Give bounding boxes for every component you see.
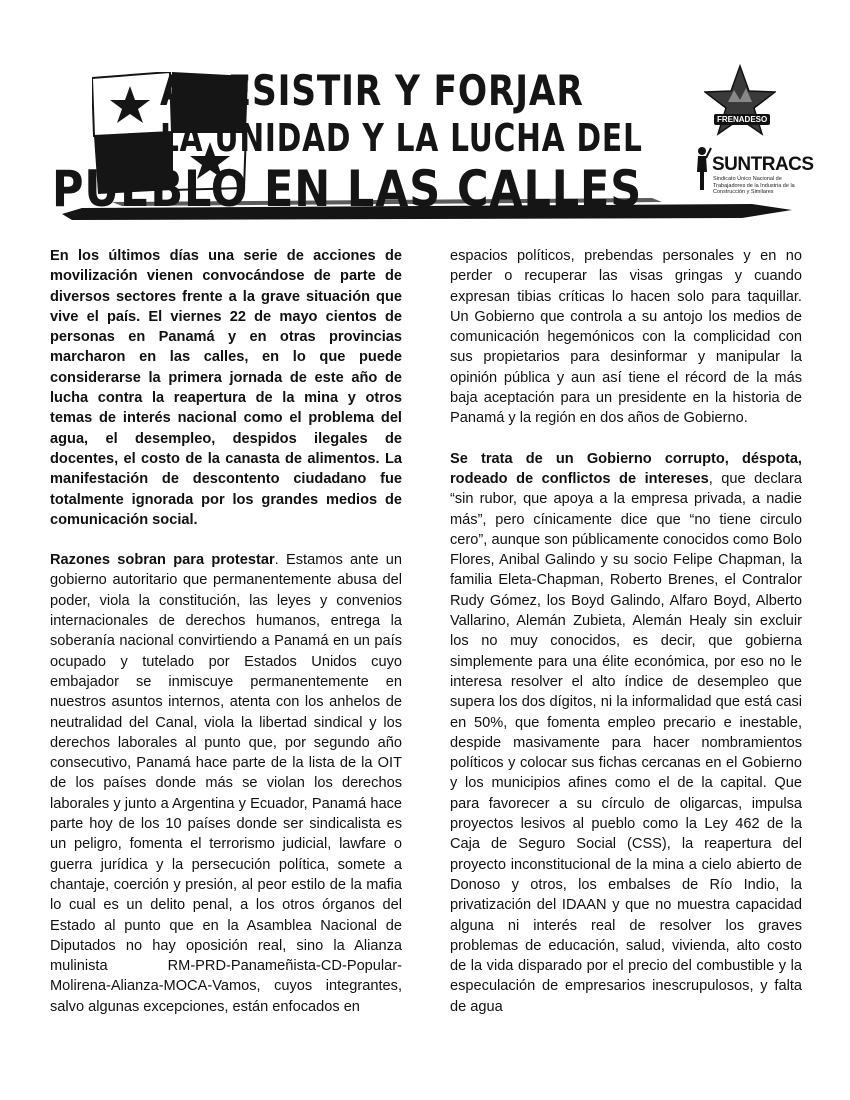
article-left-column — [50, 246, 402, 1037]
worker-figure-icon — [692, 146, 712, 192]
header-banner — [52, 58, 814, 224]
government-text: , que declara “sin rubor, que apoya a la empresa privada, a nadie más”, pero cínicamente dice que “no tiene circulo cero”, aunque son públicamente conocidos como Bolo Flores, Anibal Galindo y su socio Felipe Chapman, la familia Eleta-Chapman, Roberto Brenes, el Contralor Rudy Gómez, los Boyd Galindo, Alfaro Boyd, Alberto Vallarino, Alemán Zubieta, Alemán Healy sin excluir los no muy conocidos, es decir, que gobierna simplemente para una élite económica, por eso no le interesa resolver el alto índice de desempleo que supera los dos dígitos, ni la informalidad que está casi en 50%, que fomenta empleo precario e inestable, despide masivamente para hacer nombramientos políticos y colocar sus fichas cercanas en el Gobierno y los municipios afines como el de la capital. Que para favorecer a su círculo de oligarcas, impulsa proyectos lesivos al pueblo como la Ley 462 de la Caja de Seguro Social (CSS), la reapertura del proyecto inconstitucional de la mina a cielo abierto de Donoso y otros, los embalses de Río Indio, la privatización del IDAAN y que no muestra capacidad alguna ni interés real de resolver los graves problemas de educación, salud, vivienda, alto costo de la vida disparado por el precio del combustible y la especulación de empresarios inescrupulosos, y falta de agua — [450, 470, 802, 1015]
intro-paragraph: En los últimos días una serie de acciones de movilización vienen convocándose de parte de diversos sectores frente a la grave situación que vive el país. El viernes 22 de mayo cientos de personas en Panamá y en otras provincias marcharon en las calles, en lo que puede considerarse la primera jornada de este año de lucha contra la reapertura de la mina y otros temas de interés nacional como el problema del agua, el desempleo, despidos ilegales de docentes, el costo de la canasta de alimentos. La manifestación de descontento ciudadano fue totalmente ignorada por los grandes medios de comunicación social. — [50, 248, 402, 528]
reasons-text: . Estamos ante un gobierno autoritario que permanentemente abusa del poder, viola la constitución, las leyes y convenios internacionales de derechos humanos, entrega la soberanía nacional convirtiendo a Panamá en un país ocupado y tutelado por Estados Unidos cuyo embajador se inmiscuye permanentemente en nuestros asuntos internos, atenta con los anhelos de neutralidad del Canal, viola la libertad sindical y los derechos laborales al punto que, por segundo año consecutivo, Panamá hace parte de la lista de la OIT de los países donde más se violan los derechos laborales y junto a Argentina y Ecuador, Panamá hace parte hoy de los 10 países donde ser sindicalista es un peligro, fomenta el terrorismo judicial, lawfare o guerra jurídica y la persecución política, somete a chantaje, coerción y presión, al peor estilo de la mafia lo cual es un delito penal, a los otros órganos del Estado al punto que en la Asamblea Nacional de Diputados no hay oposición real, sino la Alianza mulinista RM-PRD-Panameñista-CD-Popular-Molirena-Alianza-MOCA-Vamos, cuyos integrantes, salvo algunas excepciones, están enfocados en — [50, 552, 402, 1015]
government-paragraph — [450, 449, 802, 1017]
suntracs-logo-name: SUNTRACS — [712, 154, 814, 175]
reasons-lead: Razones sobran para protestar — [50, 552, 275, 569]
reasons-paragraph — [50, 550, 402, 1017]
continuation-paragraph: espacios políticos, prebendas personales y en no perder o recuperar las visas gringas y cuando expresan tibias críticas lo hacen solo para taquillar. Un Gobierno que controla a su antojo los medios de comunicación hegemónicos con la complicidad con sus propietarios para desinformar y manipular la opinión pública y aun así tiene el récord de la más baja aceptación para un presidente en la historia de Panamá y la región en dos años de Gobierno. — [450, 248, 802, 427]
headline-line-1: A RESISTIR Y FORJAR — [160, 66, 584, 115]
headline-line-3: PUEBLO EN LAS CALLES — [52, 160, 643, 218]
government-lead: Se trata de un Gobierno corrupto, déspota, rodeado de conflictos de intereses — [450, 450, 802, 487]
article-right-column — [450, 246, 802, 1037]
headline-line-2: LA UNIDAD Y LA LUCHA DEL — [160, 116, 643, 160]
frenadeso-label: FRENADESO — [714, 114, 770, 125]
suntracs-logo-subtitle: Sindicato Único Nacional de Trabajadores de la Industria de la Construcción y Similares — [713, 176, 795, 195]
star-emblem-icon — [704, 64, 776, 142]
